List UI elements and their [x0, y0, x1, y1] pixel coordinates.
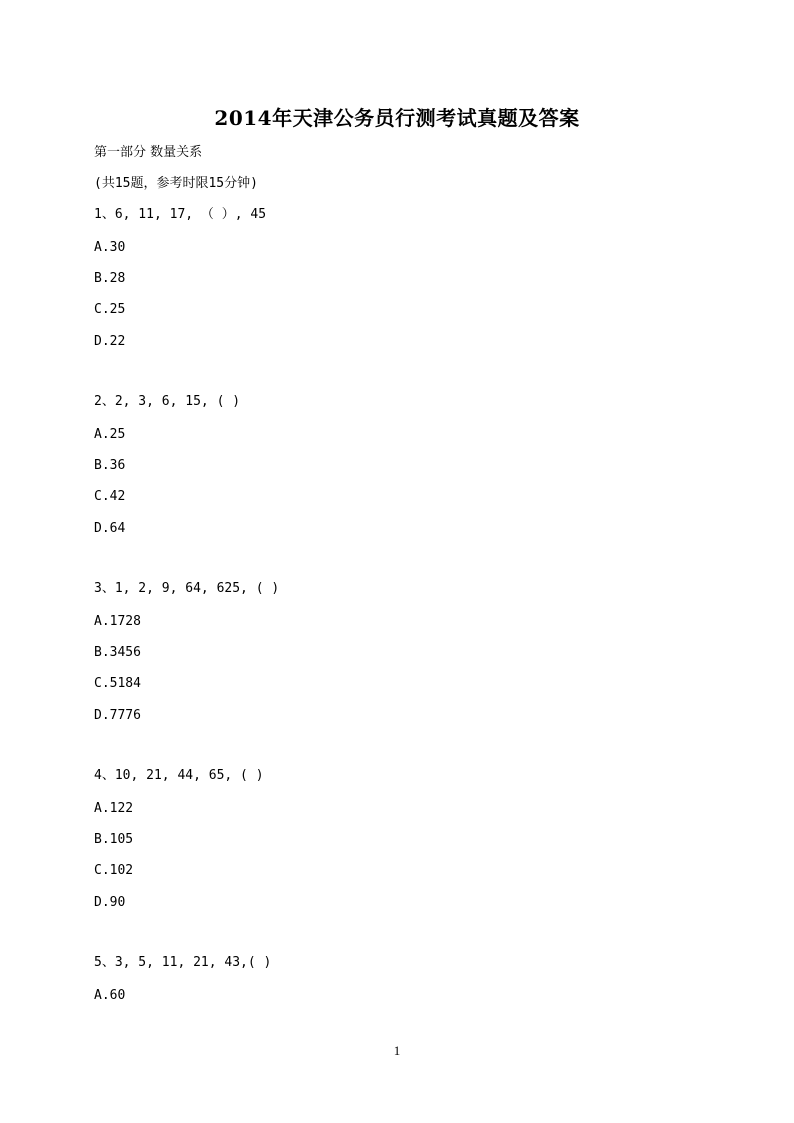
question-option: D.90	[94, 895, 126, 910]
question-option: A.30	[94, 240, 126, 255]
question-option: C.102	[94, 863, 134, 878]
question-option: A.122	[94, 801, 134, 816]
question-option: A.25	[94, 427, 126, 442]
question-stem: 3、1, 2, 9, 64, 625, ( )	[94, 581, 280, 596]
question-option: B.28	[94, 271, 126, 286]
question-stem: 4、10, 21, 44, 65, ( )	[94, 768, 264, 783]
question-stem: 1、6, 11, 17, （ ）, 45	[94, 207, 267, 222]
question-option: D.7776	[94, 708, 141, 723]
section-heading: 第一部分 数量关系	[94, 145, 203, 160]
question-option: C.5184	[94, 676, 141, 691]
question-option: B.36	[94, 458, 126, 473]
question-option: C.25	[94, 302, 126, 317]
question-stem: 2、2, 3, 6, 15, ( )	[94, 394, 241, 409]
question-option: C.42	[94, 489, 126, 504]
question-option: D.22	[94, 334, 126, 349]
section-note: (共15题，参考时限15分钟)	[94, 176, 258, 191]
question-option: A.1728	[94, 614, 141, 629]
question-option: A.60	[94, 988, 126, 1003]
question-option: D.64	[94, 521, 126, 536]
question-option: B.3456	[94, 645, 141, 660]
page-number: 1	[393, 1043, 401, 1058]
document-title: 2014年天津公务员行测考试真题及答案	[214, 106, 580, 130]
question-option: B.105	[94, 832, 134, 847]
question-stem: 5、3, 5, 11, 21, 43,( )	[94, 955, 272, 970]
